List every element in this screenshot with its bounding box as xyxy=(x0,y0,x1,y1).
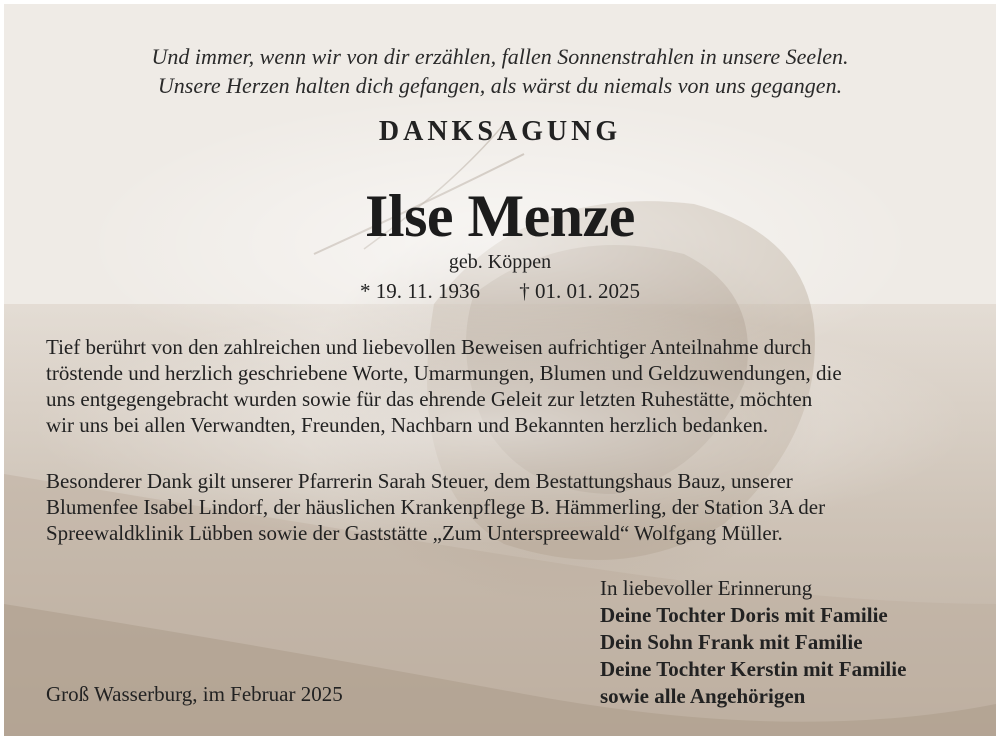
signature-family: Deine Tochter Kerstin mit Familie xyxy=(600,657,907,681)
quote-line-1: Und immer, wenn wir von dir erzählen, fallen Sonnenstrahlen in unsere Seelen. xyxy=(151,44,849,69)
paragraph-line: Tief berührt von den zahlreichen und liebevollen Beweisen aufrichtiger Anteilnahme durch xyxy=(46,335,812,359)
paragraph-line: uns entgegengebracht wurden sowie für das ehrende Geleit zur letzten Ruhestätte, möchten xyxy=(46,387,813,411)
life-dates xyxy=(4,279,996,304)
thanks-paragraph-2 xyxy=(46,468,966,546)
birth-name: geb. Köppen xyxy=(448,251,552,273)
death-date: † 01. 01. 2025 xyxy=(519,279,640,303)
obituary-card xyxy=(4,4,996,736)
signature-intro: In liebevoller Erinnerung xyxy=(600,576,813,600)
signature-family: sowie alle Angehörigen xyxy=(600,684,806,708)
paragraph-line: wir uns bei allen Verwandten, Freunden, Nachbarn und Bekannten herzlich bedanken. xyxy=(46,413,769,437)
paragraph-line: Besonderer Dank gilt unserer Pfarrerin Sarah Steuer, dem Bestattungshaus Bauz, unserer xyxy=(46,469,793,493)
birth-date: * 19. 11. 1936 xyxy=(360,279,480,303)
signature-family: Dein Sohn Frank mit Familie xyxy=(600,630,863,654)
signature-family: Deine Tochter Doris mit Familie xyxy=(600,603,888,627)
paragraph-line: Blumenfee Isabel Lindorf, der häuslichen Krankenpflege B. Hämmerling, der Station 3A der xyxy=(46,495,826,519)
quote-line-2: Unsere Herzen halten dich gefangen, als wärst du niemals von uns gegangen. xyxy=(157,73,843,98)
place-and-date: Groß Wasserburg, im Februar 2025 xyxy=(46,682,343,706)
signature-block xyxy=(600,575,906,710)
thanks-paragraph-1 xyxy=(46,334,966,438)
memorial-quote xyxy=(4,42,996,100)
paragraph-line: Spreewaldklinik Lübben sowie der Gaststätte „Zum Unterspreewald“ Wolfgang Müller. xyxy=(46,521,783,545)
deceased-name: Ilse Menze xyxy=(365,183,635,249)
paragraph-line: tröstende und herzlich geschriebene Worte, Umarmungen, Blumen und Geldzuwendungen, die xyxy=(46,361,842,385)
heading-danksagung: DANKSAGUNG xyxy=(378,116,622,147)
